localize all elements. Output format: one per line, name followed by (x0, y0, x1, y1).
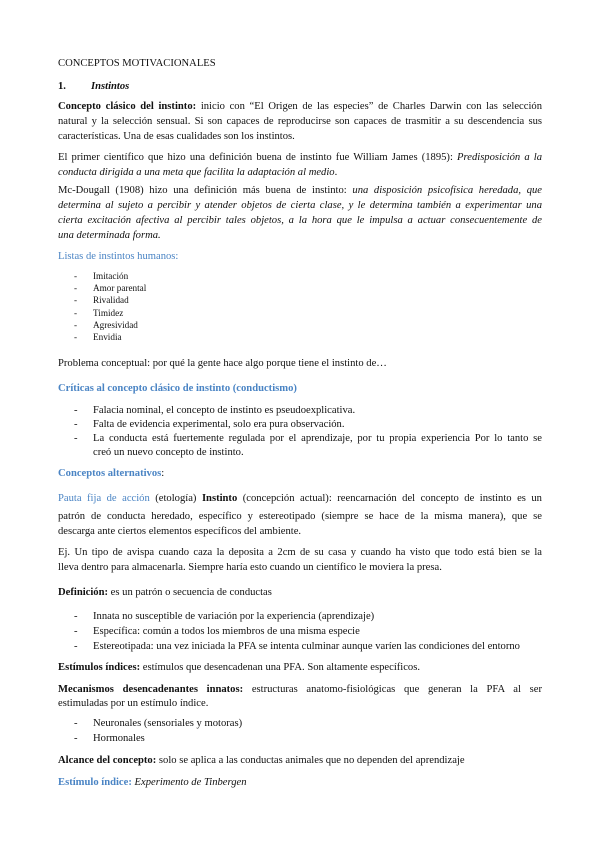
list-item: Falacia nominal, el concepto de instinto es pseudoexplicativa. (93, 405, 356, 416)
list-item: Hormonales (93, 733, 145, 744)
list-item: Falta de evidencia experimental, solo era pura observación. (93, 419, 345, 430)
list-bullet: - (74, 611, 78, 622)
concepto-clasico-line1: Concepto clásico del instinto: inicio con “El Origen de las especies” de Charles Darwin con las selección (58, 101, 542, 112)
alcance-line: Alcance del concepto: solo se aplica a las conductas animales que no dependen del aprendizaje (58, 755, 465, 766)
concepto-clasico-line2: natural y la selección sensual. Si son capaces de reproducirse son capaces de trasmitir a su descendencia sus (58, 116, 542, 127)
pauta-line3: descarga ante ciertos elementos específicos del ambiente. (58, 526, 302, 537)
list-bullet: - (74, 626, 78, 637)
list-bullet: - (74, 733, 78, 744)
mecanismos-line2: estimuladas por un estímulo índice. (58, 698, 209, 709)
list-item: Rivalidad (93, 295, 129, 305)
pauta-line1: Pauta fija de acción (etología) Instinto (concepción actual): reencarnación del concepto de instinto es un (58, 493, 542, 504)
definicion-line: Definición: es un patrón o secuencia de conductas (58, 587, 272, 598)
ejemplo-line1: Ej. Un tipo de avispa cuando caza la deposita a 2cm de su casa y cuando ha visto que todo está bien se la (58, 547, 542, 558)
estimulo-indice-line: Estímulo índice: Experimento de Tinbergen (58, 777, 247, 788)
list-item: Agresividad (93, 320, 138, 330)
list-item: Específica: común a todos los miembros de una misma especie (93, 626, 360, 637)
list-bullet: - (74, 405, 78, 416)
list-item: Timidez (93, 308, 124, 318)
alcance-label: Alcance del concepto: (58, 755, 157, 766)
mcdougall-line4: una determinada forma. (58, 230, 161, 241)
list-bullet: - (74, 433, 78, 444)
section-heading (58, 80, 130, 94)
list-bullet: - (74, 320, 78, 330)
list-item: Amor parental (93, 283, 147, 293)
concepto-clasico-label: Concepto clásico del instinto: (58, 101, 197, 112)
section-number: 1. (58, 81, 66, 92)
listas-heading: Listas de instintos humanos: (58, 251, 179, 262)
pauta-line2: patrón de conducta heredado, específico y estereotipado (siempre se hace de la misma manera), que se (58, 511, 542, 522)
ejemplo-line2: lleva dentro para almacenarla. Siempre haría esto cuando un científico le moviera la presa. (58, 562, 442, 573)
alternativos-heading: Conceptos alternativos: (58, 468, 165, 479)
list-item: Innata no susceptible de variación por la experiencia (aprendizaje) (93, 611, 375, 622)
list-item: Estereotipada: una vez iniciada la PFA se intenta culminar aunque varíen las condiciones del entorno (93, 641, 520, 652)
pauta-label: Pauta fija de acción (58, 493, 150, 504)
mcdougall-line3: cierta excitación afectiva al percibir tales objetos, a la hora que le impulsa a actuar consecuentemente de (58, 215, 542, 226)
list-item: Envidia (93, 332, 122, 342)
list-bullet: - (74, 718, 78, 729)
concepto-clasico-line3: características. Una de esas cualidades son los instintos. (58, 131, 295, 142)
problema-conceptual: Problema conceptual: por qué la gente hace algo porque tiene el instinto de… (58, 358, 387, 369)
document-title: CONCEPTOS MOTIVACIONALES (58, 58, 216, 69)
list-bullet: - (74, 641, 78, 652)
list-item: Neuronales (sensoriales y motoras) (93, 718, 243, 729)
list-bullet: - (74, 419, 78, 430)
list-item-continuation: creó un nuevo concepto de instinto. (93, 447, 244, 458)
mcdougall-line1: Mc-Dougall (1908) hizo una definición más buena de instinto: una disposición psicofísica heredada, que (58, 185, 542, 196)
estimulos-line: Estímulos índices: estímulos que desencadenan una PFA. Son altamente específicos. (58, 662, 421, 673)
definicion-label: Definición: (58, 587, 109, 598)
james-line2: conducta dirigida a una meta que facilita la adaptación al medio. (58, 167, 338, 178)
mecanismos-line1: Mecanismos desencadenantes innatos: estructuras anatomo-fisiológicas que generan la PFA al ser (58, 684, 542, 695)
mcdougall-line2: determina al sujeto a percibir y atender objetos de cierta clase, y le determina también a experimentar una (58, 200, 542, 211)
list-bullet: - (74, 271, 78, 281)
section-title: Instintos (91, 81, 130, 92)
estimulo-indice-label: Estímulo índice: (58, 777, 132, 788)
list-item: La conducta está fuertemente regulada por el aprendizaje, por tu propia experiencia Por lo tanto se (93, 433, 542, 444)
list-bullet: - (74, 283, 78, 293)
list-bullet: - (74, 308, 78, 318)
james-line1: El primer científico que hizo una definición buena de instinto fue William James (1895): Predisposición a la (58, 152, 543, 163)
list-item: Imitación (93, 271, 129, 281)
mecanismos-label: Mecanismos desencadenantes innatos: (58, 684, 244, 695)
estimulos-label: Estímulos índices: (58, 662, 141, 673)
criticas-heading: Críticas al concepto clásico de instinto (conductismo) (58, 383, 297, 394)
list-bullet: - (74, 332, 78, 342)
list-bullet: - (74, 295, 78, 305)
